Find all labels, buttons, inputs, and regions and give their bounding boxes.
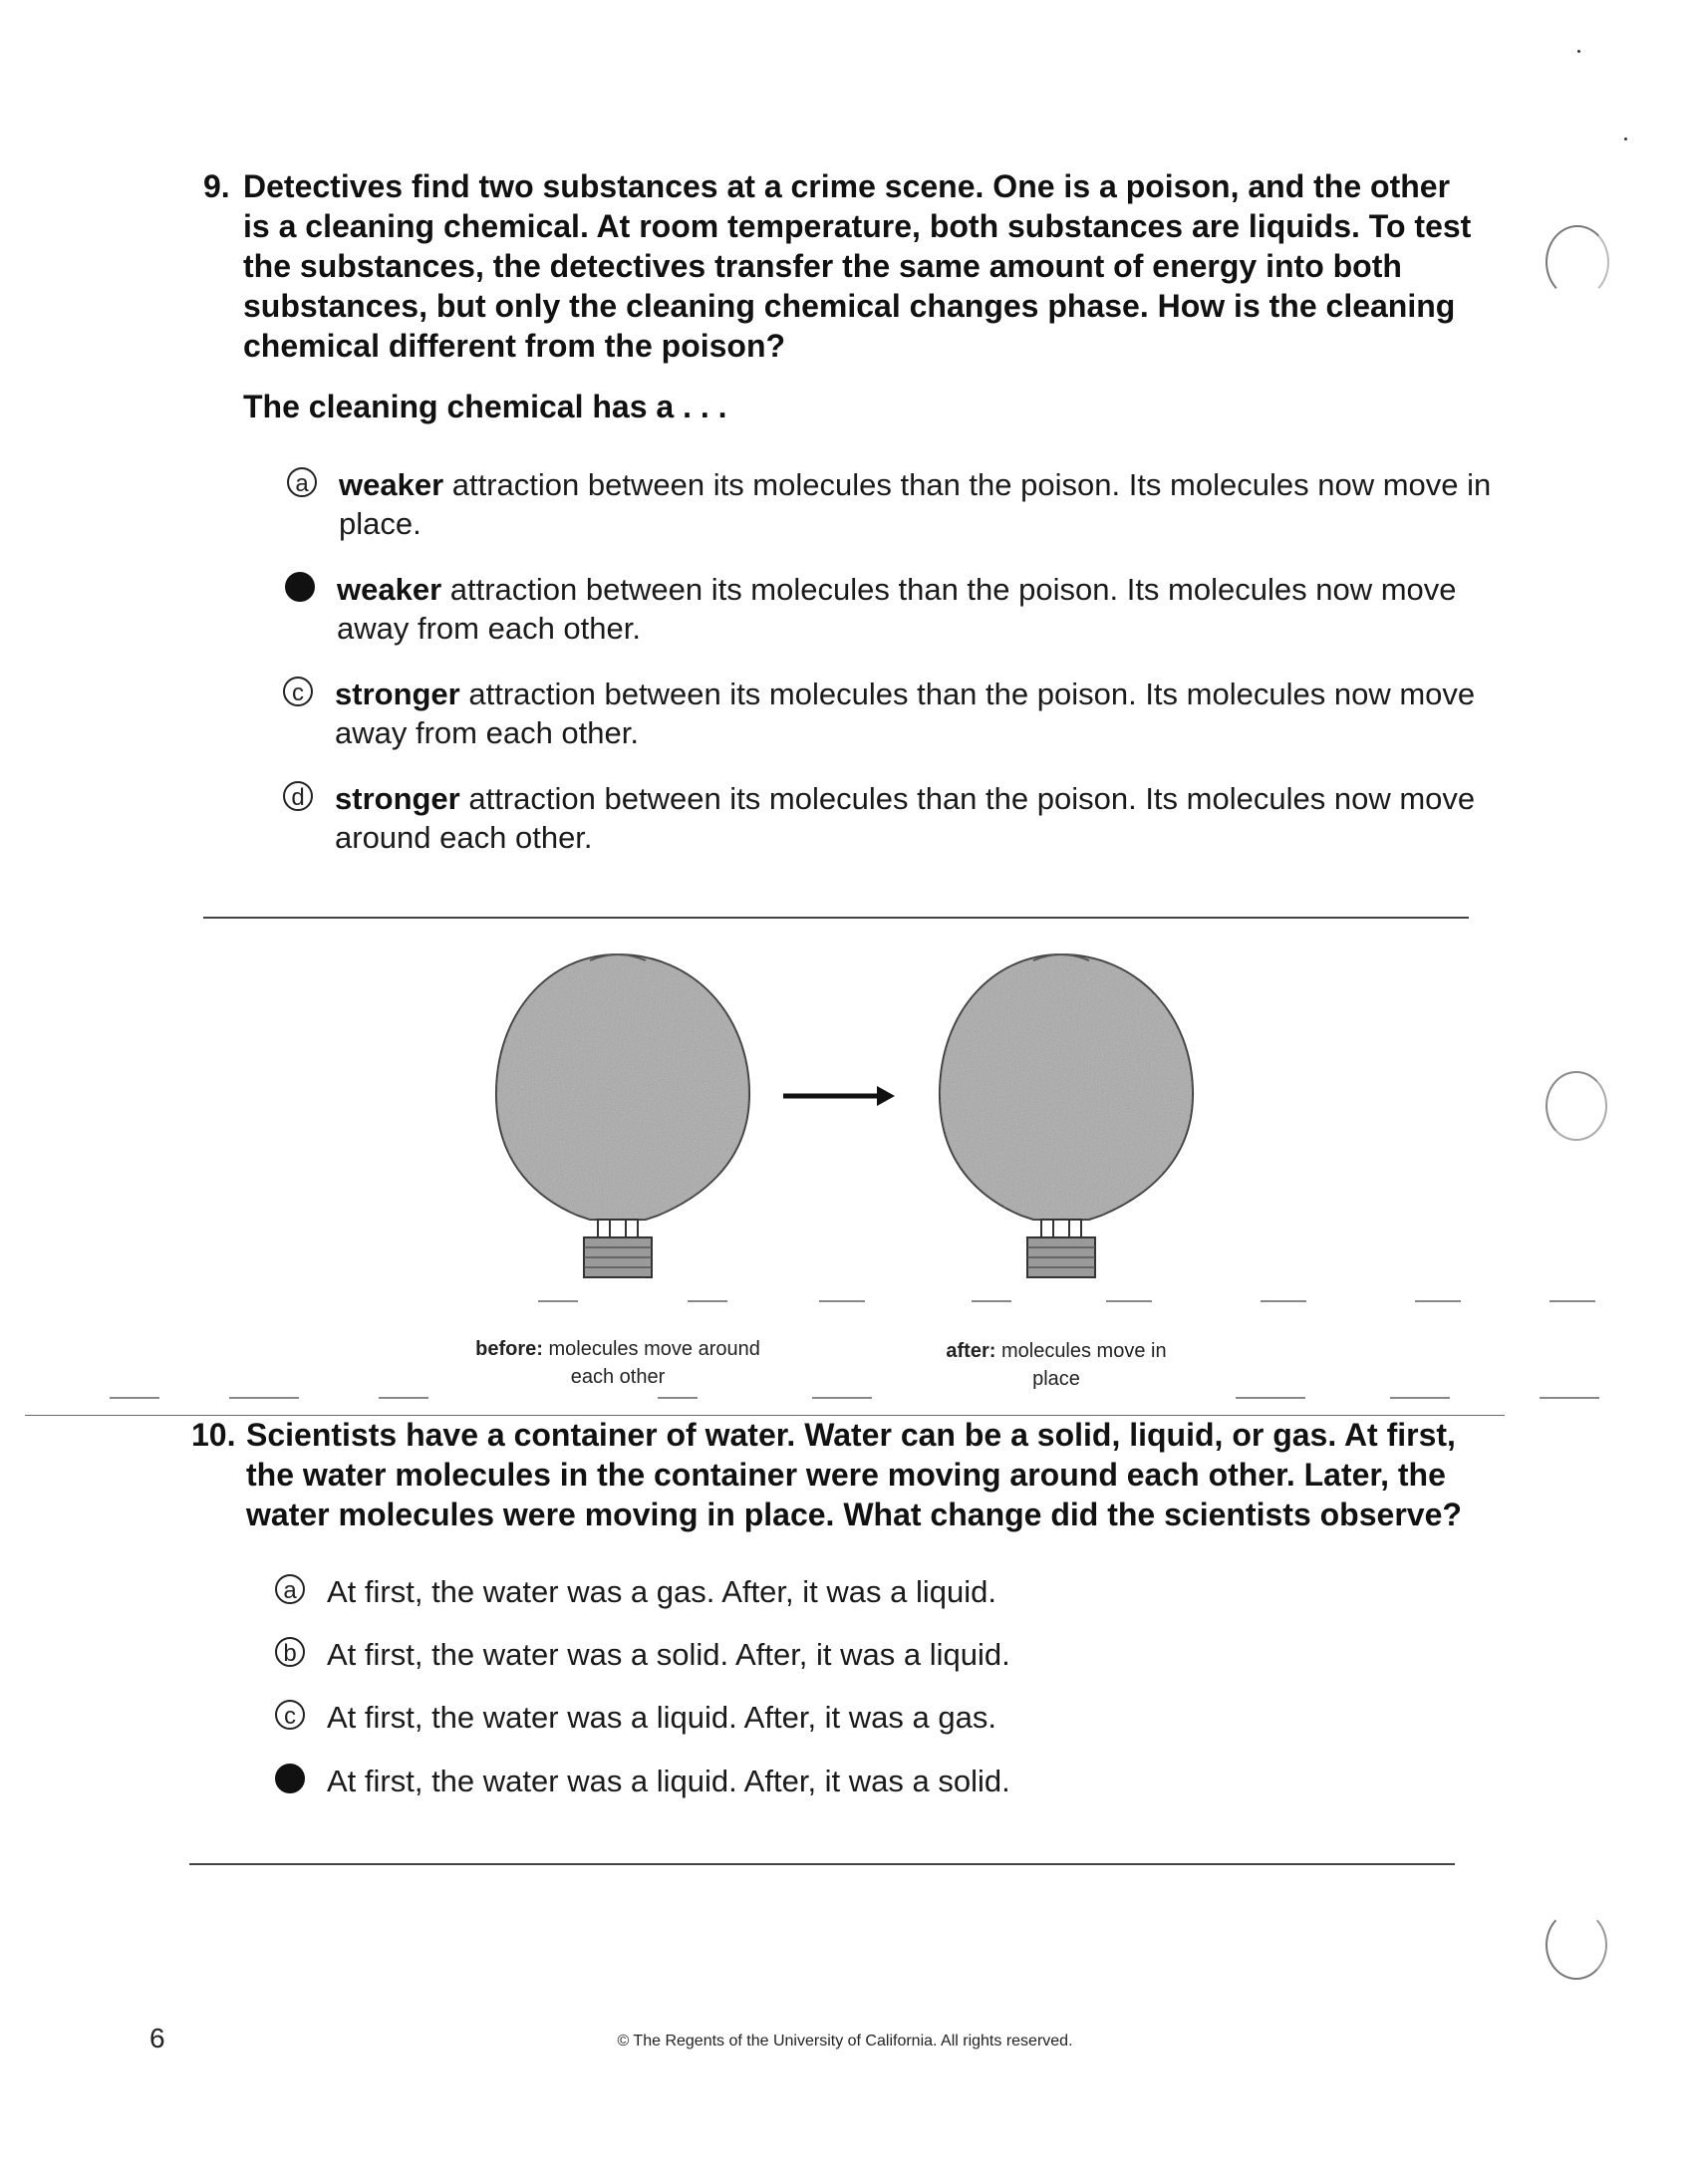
option-emphasis: stronger [335, 677, 460, 711]
scan-artifact [688, 1300, 727, 1302]
option-text: At first, the water was a gas. After, it was a liquid. [327, 1574, 996, 1609]
caption-after-label: after: [946, 1340, 996, 1362]
balloon-after [940, 955, 1193, 1277]
scan-artifact [538, 1300, 578, 1302]
option-text: At first, the water was a solid. After, it was a liquid. [327, 1637, 1010, 1672]
scan-artifact [1415, 1300, 1461, 1302]
punch-hole-bottom [1546, 1910, 1607, 1980]
scan-artifact [1261, 1300, 1306, 1302]
option-emphasis: stronger [335, 781, 460, 816]
balloon-before [496, 955, 749, 1277]
option-bubble[interactable]: b [275, 1637, 305, 1667]
option-bubble[interactable]: c [283, 677, 313, 706]
caption-before [468, 1335, 767, 1391]
option-emphasis: weaker [339, 467, 444, 502]
scan-artifact [1236, 1397, 1305, 1399]
option-bubble[interactable]: a [287, 467, 317, 497]
caption-after-text: molecules move in place [995, 1340, 1167, 1390]
section-divider [203, 917, 1469, 919]
scan-artifact [1540, 1397, 1599, 1399]
section-divider [189, 1863, 1455, 1865]
caption-before-label: before: [475, 1338, 543, 1360]
option-text: At first, the water was a liquid. After, it was a solid. [327, 1764, 1010, 1798]
scan-artifact [1549, 1300, 1595, 1302]
option-text: At first, the water was a liquid. After, it was a gas. [327, 1700, 996, 1735]
speck [1624, 137, 1627, 140]
copyright-footer: © The Regents of the University of California. All rights reserved. [617, 2033, 1073, 2049]
question-text: Scientists have a container of water. Water can be a solid, liquid, or gas. At first, the water molecules in the container were moving around each other. Later, the water molecules were moving in place. What change did the scientists observe? [246, 1417, 1462, 1532]
question-text: Detectives find two substances at a crime scene. One is a poison, and the other is a cleaning chemical. At room temperature, both substances are liquids. To test the substances, the detectives transfer the same amount of energy into both substances, but only the cleaning chemical changes phase. How is the cleaning chemical different from the poison? [243, 168, 1472, 364]
scan-artifact [1106, 1300, 1152, 1302]
option-bubble[interactable]: d [283, 781, 313, 811]
option-text: attraction between its molecules than the poison. Its molecules now move in place. [339, 467, 1492, 541]
caption-before-text: molecules move around each other [542, 1338, 760, 1388]
option-bubble-filled[interactable]: d [275, 1764, 305, 1793]
arrow-right-icon [783, 1086, 895, 1106]
scan-artifact [658, 1397, 698, 1399]
option-bubble[interactable]: c [275, 1700, 305, 1730]
option-text: attraction between its molecules than the poison. Its molecules now move around each other. [335, 781, 1476, 855]
punch-hole-middle [1546, 1071, 1607, 1141]
scan-artifact [819, 1300, 865, 1302]
page-number: 6 [149, 2023, 165, 2053]
scan-artifact [1390, 1397, 1450, 1399]
punch-hole-top [1546, 225, 1609, 299]
question-number: 10. [191, 1417, 236, 1453]
option-bubble[interactable]: a [275, 1574, 305, 1604]
option-emphasis: weaker [337, 572, 442, 607]
scan-artifact [972, 1300, 1011, 1302]
scan-artifact [229, 1397, 299, 1399]
scan-artifact [110, 1397, 159, 1399]
question-9-lead: The cleaning chemical has a . . . [243, 389, 727, 424]
question-number: 9. [203, 168, 230, 204]
caption-after [927, 1337, 1186, 1393]
balloon-figure [478, 937, 1216, 1295]
scan-artifact [379, 1397, 428, 1399]
speck [1577, 50, 1580, 53]
scan-artifact [812, 1397, 872, 1399]
option-text: attraction between its molecules than the poison. Its molecules now move away from each other. [337, 572, 1457, 646]
option-bubble-filled[interactable]: b [285, 572, 315, 602]
option-text: attraction between its molecules than the poison. Its molecules now move away from each other. [335, 677, 1476, 750]
